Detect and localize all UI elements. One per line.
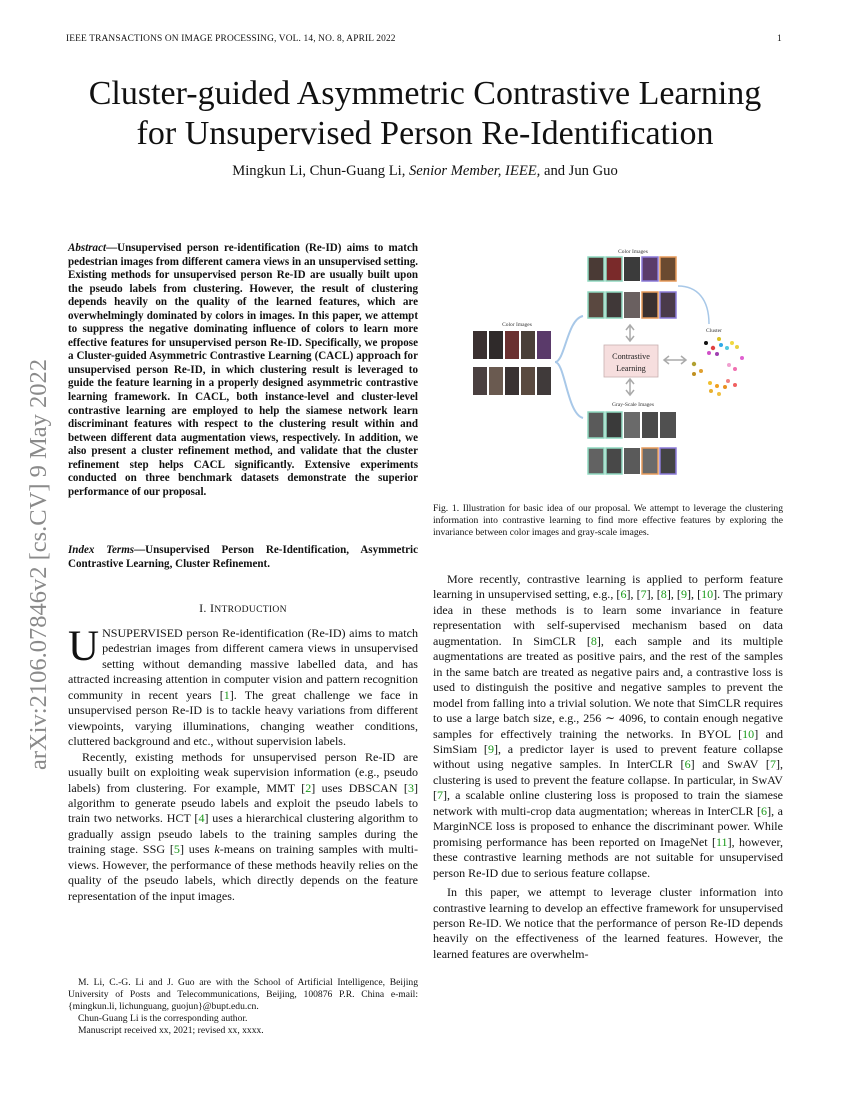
intro-p2-text-f: -means on training samples with multi-views. However, the performance of these methods heavily relies on the quality of the pseudo labels, which directly depends on the feature representation of the input images. [68, 842, 418, 903]
intro-p2-text-b: ] uses DBSCAN [ [311, 780, 408, 795]
authors-role: Senior Member, IEEE, [409, 163, 541, 179]
paper-title [0, 74, 850, 154]
gray-images-row2 [588, 448, 676, 474]
figure-1 [465, 244, 765, 484]
footnote-manuscript: Manuscript received xx, 2021; revised xx, xxxx. [78, 1024, 264, 1036]
citation-link[interactable]: 6 [684, 757, 691, 772]
abstract-label: Abstract [68, 242, 107, 254]
left-color-images-row1 [473, 331, 551, 359]
drop-cap: U [68, 623, 100, 670]
branch-down-arrow [555, 362, 583, 418]
r-p1-j: ] and SwAV [ [690, 757, 770, 772]
label-cluster: Cluster [706, 328, 722, 334]
authors-last: and Jun Guo [540, 163, 618, 179]
intro-p2-text-c: ] algorithm to generate pseudo labels and exploit the pseudo labels to train two networks. HCT [ [68, 780, 418, 826]
citation-link[interactable]: 7 [437, 788, 444, 803]
intro-p1-text-b: ]. The great challenge we face in unsupervised person Re-ID is to tackle heavy variations from different viewpoints, varying illuminations, changing weather conditions, cluttered background and etc., without supervision labels. [68, 687, 418, 749]
branch-up-arrow [555, 316, 583, 362]
r-p1-d: ], [ [666, 587, 681, 602]
intro-p1-text-a: NSUPERVISED person Re-identification (Re-ID) aims to match pedestrian images from different camera views in unsupervised setting without demanding massive labelled data, and has attracted increasing attention in computer vision and pattern recognition community in recent years [ [68, 626, 418, 702]
abstract-text: —Unsupervised person re-identification (Re-ID) aims to match pedestrian images from different camera views in an unsupervised setting. Existing methods for unsupervised person Re-ID are usually built upon the pseudo labels from clustering. However, the result of clustering depends heavily on the quality of the learned features, which are overwhelmingly dominated by colors in images. In this paper, we attempt to suppress the negative dominating influence of colors to learn more effective features for unsupervised person Re-ID. Specifically, we propose a Cluster-guided Asymmetric Contrastive Learning (CACL) approach for unsupervised person Re-ID, in which clustering result is leveraged to guide the feature learning in a properly designed asymmetric contrastive learning framework. In CACL, both instance-level and cluster-level contrastive learning are employed to help the siamese network learn discriminant features with respect to the clustering result within and between different data augmentation views, respectively. In addition, we also present a cluster refinement method, and validate that the cluster refinement step helps CACL significantly. Extensive experiments conducted on three benchmark datasets demonstrate the superior performance of our proposal. [68, 242, 418, 498]
r-p1-i: ], a predictor layer is used to prevent feature collapse without using negative samples. In InterCLR [ [433, 741, 783, 772]
gray-images-row1 [588, 412, 676, 438]
author-list [0, 163, 850, 180]
right-body [433, 572, 783, 962]
arrow-top-to-box [626, 325, 634, 341]
citation-link[interactable]: 8 [590, 633, 597, 648]
index-terms [68, 544, 418, 571]
intro-p2-k: k [214, 842, 220, 857]
page-number: 1 [777, 34, 782, 44]
intro-paragraph-2 [68, 750, 418, 905]
arxiv-stamp [16, 290, 56, 770]
intro-p2-text-a: Recently, existing methods for unsupervised person Re-ID are usually built on exploiting weak supervision information (e.g., pseudo labels) from clustering. For example, MMT [ [68, 749, 418, 795]
citation-link[interactable]: 7 [640, 587, 647, 602]
to-cluster-arrow [678, 286, 709, 324]
authors-names: Mingkun Li, Chun-Guang Li, [232, 163, 409, 179]
intro-p2-text-e: ] uses [179, 842, 215, 857]
r-p1-c: ], [ [646, 587, 661, 602]
r-p1-g: ], each sample and its multiple augmentations are treated as positive pairs, and the rest of the samples in the same batch are treated as negative pairs and, a contrastive loss is used to distinguish the positive and negative samples to prevent the model from falling into a trivial solution. We note that SimCLR requires to use a large batch size, e.g., 256 ∼ 4096, to contain enough negative samples for effectively training the networks. In BYOL [ [433, 633, 783, 741]
citation-link[interactable]: 6 [620, 587, 627, 602]
arxiv-stamp-svg [16, 290, 56, 770]
box-text-line1: Contrastive [612, 352, 650, 361]
citation-link[interactable]: 3 [407, 780, 414, 795]
label-color-images-top: Color Images [618, 249, 648, 255]
r-p1-f: ]. The primary idea in these methods is to learn some invariance in feature representation with self-supervised mechanism based on data augmentation. In SimCLR [ [433, 587, 784, 648]
r-p1-a: More recently, contrastive learning is applied to perform feature learning in unsupervised setting, e.g., [ [433, 572, 783, 602]
arxiv-stamp-text: arXiv:2106.07846v2 [cs.CV] 9 May 2022 [25, 358, 52, 770]
running-header: IEEE TRANSACTIONS ON IMAGE PROCESSING, VOL. 14, NO. 8, APRIL 2022 [66, 34, 396, 44]
arrow-box-to-cluster [664, 356, 686, 364]
right-paragraph-1 [433, 572, 783, 881]
citation-link[interactable]: 10 [742, 726, 755, 741]
box-text-line2: Learning [616, 364, 646, 373]
r-p1-n: ], however, these contrastive learning methods are not suitable for unsupervised person Re-ID due to serious feature collapse. [433, 834, 783, 880]
r-p1-l: ], a scalable online clustering loss is proposed to train the siamese network with multi-crop data augmentation; whereas in InterCLR [ [433, 788, 783, 818]
r-p1-k: ], clustering is used to prevent the feature collapse. In particular, in SwAV [ [433, 757, 783, 803]
section-number: I. [199, 601, 210, 615]
label-color-images-left: Color Images [502, 322, 532, 328]
figure-1-caption: Fig. 1. Illustration for basic idea of our proposal. We attempt to leverage the clustering information into contrastive learning to find more effective features by exploring the invariance between color images and gray-scale images. [433, 503, 783, 538]
intro-p2-text-d: ] uses a hierarchical clustering algorithm to gradually assign pseudo labels to the training samples during the training stage. SSG [ [68, 811, 418, 857]
citation-link[interactable]: 2 [305, 780, 312, 795]
cluster-points [692, 337, 744, 396]
citation-link[interactable]: 9 [680, 587, 687, 602]
citation-link[interactable]: 9 [487, 741, 494, 756]
arrow-box-to-bottom [626, 379, 634, 395]
r-p1-b: ], [ [626, 587, 641, 602]
citation-link[interactable]: 11 [715, 834, 728, 849]
footnote-corresponding: Chun-Guang Li is the corresponding author. [78, 1012, 248, 1024]
index-terms-label: Index Terms [68, 544, 135, 556]
citation-link[interactable]: 7 [769, 757, 776, 772]
r-p1-h: ] and SimSiam [ [433, 726, 783, 756]
footnote [68, 977, 418, 1037]
abstract [68, 242, 418, 499]
r-p1-m: ], a MarginNCE loss is proposed to enhance the discriminant power. While promising performance has been reported on ImageNet [ [433, 803, 783, 849]
footnote-affiliation: M. Li, C.-G. Li and J. Guo are with the School of Artificial Intelligence, Beijing University of Posts and Telecommunications, Beijing, 100876 P.R. China e-mail: {mingkun.li, lichunguang, guojun}@bupt.edu.cn. [68, 977, 418, 1012]
index-terms-text: —Unsupervised Person Re-Identification, Asymmetric Contrastive Learning, Cluster Refinement. [68, 544, 418, 570]
title-line-1: Cluster-guided Asymmetric Contrastive Learning [88, 75, 762, 112]
section-heading-introduction [68, 601, 418, 616]
left-color-images-row2 [473, 367, 551, 395]
citation-link[interactable]: 4 [198, 811, 205, 826]
top-color-images-row1 [588, 257, 676, 281]
citation-link[interactable]: 5 [173, 842, 180, 857]
citation-link[interactable]: 10 [701, 587, 714, 602]
citation-link[interactable]: 8 [660, 587, 667, 602]
section-title-rest: NTRODUCTION [214, 604, 287, 615]
figure-1-diagram [465, 244, 765, 484]
title-line-2: for Unsupervised Person Re-Identification [136, 115, 714, 152]
citation-link[interactable]: 1 [223, 687, 230, 702]
label-gray-images: Gray-Scale Images [612, 402, 654, 408]
intro-body [68, 623, 418, 904]
top-color-images-row2 [588, 292, 676, 318]
section-title-first: I [210, 601, 215, 615]
r-p1-e: ], [ [686, 587, 702, 602]
right-paragraph-2: In this paper, we attempt to leverage cluster information into contrastive learning to develop an effective framework for unsupervised person Re-ID. We notice that the performance of person Re-ID depends heavily on the effectiveness of the learned features. However, the learned features are overwhelm- [433, 885, 783, 961]
intro-paragraph-1 [68, 623, 418, 750]
citation-link[interactable]: 6 [761, 803, 768, 818]
